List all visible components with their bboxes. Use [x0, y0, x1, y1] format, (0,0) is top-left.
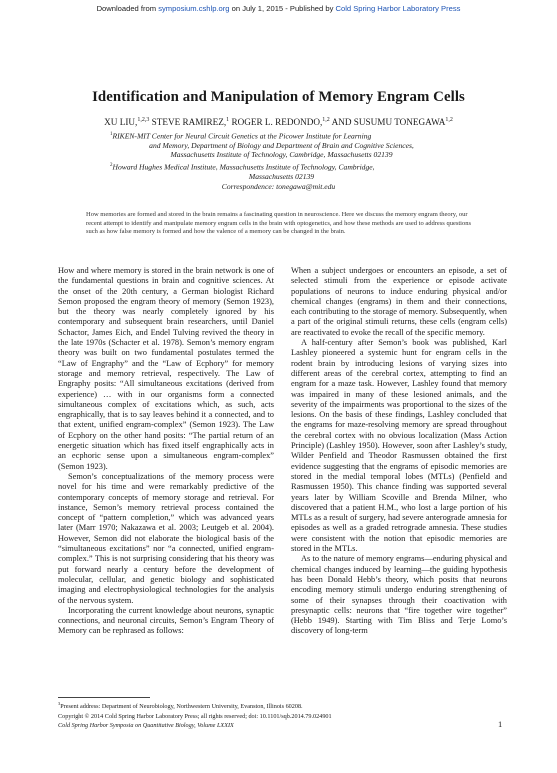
author-list — [30, 117, 527, 127]
footnote-present-address — [58, 700, 518, 711]
body-column-right — [291, 266, 507, 637]
author-2-affil: 1 — [226, 117, 230, 123]
paragraph: When a subject undergoes or encounters an episode, a set of selected stimuli from the experience or episode activate populations of neurons to induce enduring physical and/or chemical changes (engrams) in them and their connections, each contributing to the storage of memory. Subsequently, when a part of the original stimuli returns, these cells (engram cells) are reactivated to evoke the recall of the specific memory. — [291, 266, 507, 337]
affiliation-1-line-3: Massachusetts Institute of Technology, Cambridge, Massachusetts 02139 — [170, 149, 393, 159]
author-1: XU LIU, — [104, 117, 138, 128]
author-4-affil: 1,2 — [445, 117, 453, 123]
download-banner — [0, 4, 557, 13]
author-2: STEVE RAMIREZ, — [149, 117, 227, 128]
paragraph: As to the nature of memory engrams—enduring physical and chemical changes induced by learning—the guiding hypothesis has been Donald Hebb’s theory, which posits that neurons encoding memory stimuli undergo enduring strengthening of some of their synapses through their coactivation with presynaptic cells: neurons that “fire together wire together” (Hebb 1949). Starting with Tim Bliss and Terje Lomo’s discovery of long-term — [291, 554, 507, 636]
author-1-affil: 1,2,3 — [137, 117, 150, 123]
paragraph: A half-century after Semon’s book was published, Karl Lashley pioneered a systemic hunt for engram cells in the rodent brain by introducing lesions of varying sizes into different areas of the cerebral cortex, attempting to find an engram for a maze task. However, Lashley found that memory was impaired in many of these lesioned animals, and the severity of the impairments was proportional to the sizes of the lesions. On the basis of these findings, Lashley concluded that the engrams for maze-resolving memory are spread throughout the cerebral cortex with no obvious localization (Mass Action Principle) (Lashley 1950). However, soon after Lashley’s study, Wilder Penfield and Theodor Rasmussen obtained the first evidence suggesting that the engrams of episodic memories are stored in the medial temporal lobes (MTLs) (Penfield and Rasmussen 1950). This chance finding was supported several years later by William Scoville and Brenda Milner, who discovered that a patient H.M., who lost a large portion of his MTLs as a result of surgery, had severe anterograde amnesia for episodes as well as a graded retrograde amnesia. These studies were consistent with the notion that episodic memories are stored in the MTLs. — [291, 338, 507, 554]
affiliation-2-line-2: Massachusetts 02139 — [248, 171, 315, 181]
journal-line: Cold Spring Harbor Symposia on Quantitative Biology, Volume LXXIX — [58, 722, 234, 729]
download-middle: on July 1, 2015 - Published by — [229, 4, 336, 13]
author-4: AND SUSUMU TONEGAWA — [329, 117, 446, 128]
paragraph: Incorporating the current knowledge about neurons, synaptic connections, and neuronal circuits, Semon’s Engram Theory of Memory can be rephrased as follows: — [58, 605, 274, 636]
author-3-affil: 1,2 — [322, 117, 330, 123]
footnote-text: Present address: Department of Neurobiology, Northwestern University, Evanston, Illinois 60208. — [60, 703, 303, 711]
site-link[interactable]: symposium.cshlp.org — [158, 4, 230, 13]
affiliation-2-text: Howard Hughes Medical Institute, Massachusetts Institute of Technology, Cambridge, — [112, 162, 375, 172]
affiliation-1 — [110, 130, 447, 159]
paragraph: Semon’s conceptualizations of the memory process were novel for his time and were remarkably predictive of the contemporary concepts of memory storage and retrieval. For instance, Semon’s memory retrieval process contained the concept of “pattern completion,” which was advanced years later (Marr 1970; Nakazawa et al. 2003; Leutgeb et al. 2004). However, Semon did not elaborate the biological basis of the “simultaneous excitations” nor “a connected, unified engram-complex.” This is not surprising considering that his theory was put forward nearly a century before the development of molecular, cellular, and genetic biology and sophisticated imaging and electrophysiological technologies for the analysis of the nervous system. — [58, 471, 274, 605]
affiliation-1-marker: 1 — [110, 132, 113, 137]
affiliation-2 — [110, 161, 447, 181]
affiliation-1-line-2: and Memory, Department of Biology and Department of Brain and Cognitive Sciences, — [149, 140, 414, 150]
copyright-line: Copyright © 2014 Cold Spring Harbor Laboratory Press; all rights reserved; doi: 10.1101/sqb.2014.79.024901 — [58, 713, 332, 720]
paper-title: Identification and Manipulation of Memory Engram Cells — [92, 89, 465, 105]
download-prefix: Downloaded from — [96, 4, 159, 13]
author-3: ROGER L. REDONDO, — [229, 117, 323, 128]
affiliation-1-line-1 — [110, 130, 447, 141]
page-number: 1 — [498, 719, 503, 729]
footnote-marker: 3 — [58, 701, 61, 706]
abstract: How memories are formed and stored in the brain remains a fascinating question in neuroscience. Here we discuss the memory engram theory, our recent attempt to identify and manipulate memory engram cells in the brain with optogenetics, and how these methods are used to address questions such as how false memory is formed and how the valence of a memory can be changed in the brain. — [86, 211, 472, 236]
affiliation-1-text: RIKEN-MIT Center for Neural Circuit Genetics at the Picower Institute for Learning — [112, 131, 372, 141]
paragraph: How and where memory is stored in the brain network is one of the fundamental questions in brain and cognitive sciences. At the onset of the 20th century, a German biologist Richard Semon proposed the engram theory of memory (Semon 1923), but the theory was nearly completely ignored by his contemporary and subsequent brain researchers, until Daniel Schactor, James Eich, and Endel Tulving revived the theory in the late 1970s (Schacter et al. 1978). Semon’s memory engram theory was built on two fundamental postulates termed the “Law of Engraphy” and the “Law of Ecphory” for memory storage and memory retrieval, respectively. The Law of Engraphy posits: “All simultaneous excitations (derived from experience) … with in our organisms form a connected simultaneous complex of excitations which, as such, acts engraphically, that is to say leaves behind it a connected, and to that extent, unified engram-complex” (Semon 1923). The Law of Ecphory on the other hand posits: “The partial return of an energetic situation which has fixed itself engraphically acts in an ecphoric sense upon a simultaneous engram-complex” (Semon 1923). — [58, 266, 274, 471]
correspondence: Correspondence: tonegawa@mit.edu — [221, 182, 336, 191]
affiliation-2-marker: 2 — [110, 163, 113, 168]
body-column-left — [58, 266, 274, 637]
publisher-link[interactable]: Cold Spring Harbor Laboratory Press — [335, 4, 461, 13]
affiliation-2-line-1 — [110, 161, 447, 172]
footnote-divider — [58, 697, 150, 698]
